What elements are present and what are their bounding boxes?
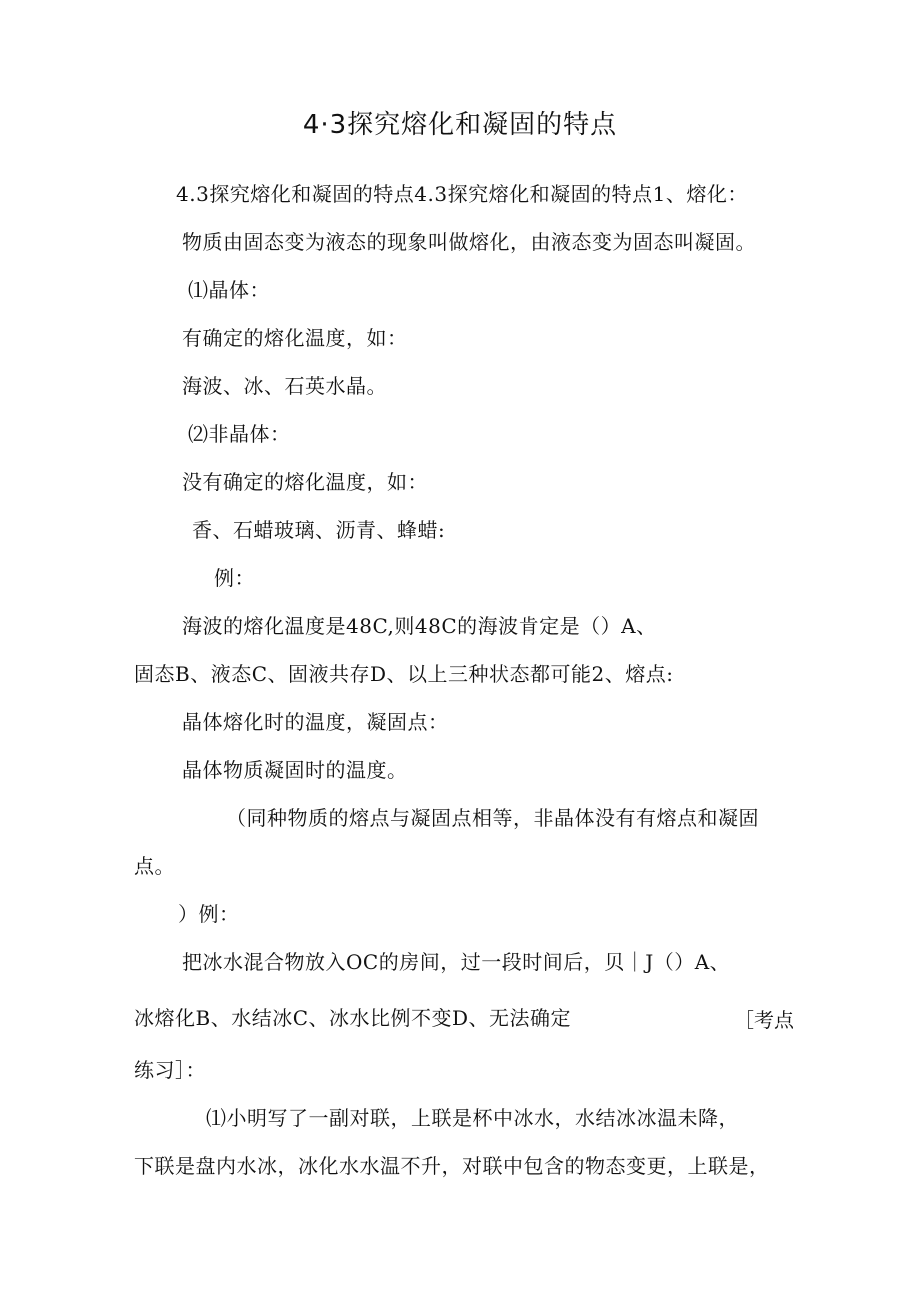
- page-title: 4·3探究熔化和凝固的特点: [302, 110, 618, 140]
- paragraph-line: 练习］：: [134, 1058, 206, 1082]
- paragraph-line: 香、石蜡玻璃、沥青、蜂蜡:: [192, 518, 446, 542]
- paragraph-line: 冰熔化B、水结冰C、冰水比例不变D、无法确定: [134, 1006, 572, 1030]
- paragraph-line: ⑴小明写了一副对联，上联是杯中冰水，水结冰冰温未降，: [206, 1106, 739, 1130]
- paragraph-line: ⑵非晶体：: [188, 422, 291, 446]
- paragraph-line: 晶体熔化时的温度，凝固点：: [182, 710, 449, 734]
- paragraph-line: 晶体物质凝固时的温度。: [182, 758, 408, 782]
- paragraph-line: 固态B、液态C、固液共存D、以上三种状态都可能2、熔点:: [134, 662, 674, 686]
- paragraph-line: ）例：: [178, 902, 240, 926]
- paragraph-line: （同种物质的熔点与凝固点相等，非晶体没有有熔点和凝固: [226, 806, 759, 830]
- paragraph-line: 有确定的熔化温度，如：: [182, 326, 408, 350]
- exam-point-note: ［考点: [734, 1008, 794, 1032]
- paragraph-line: 下联是盘内水冰，冰化水水温不升，对联中包含的物态变更，上联是，: [134, 1154, 770, 1178]
- paragraph-line: 物质由固态变为液态的现象叫做熔化，由液态变为固态叫凝固。: [182, 230, 756, 254]
- paragraph-line: 点。: [134, 854, 175, 878]
- paragraph-line: 海波的熔化温度是48C,则48C的海波肯定是（）A、: [182, 614, 657, 638]
- paragraph-line: ⑴晶体：: [188, 278, 270, 302]
- paragraph-line: 海波、冰、石英水晶。: [182, 374, 387, 398]
- paragraph-line: 没有确定的熔化温度，如：: [182, 470, 428, 494]
- paragraph-line: 4.3探究熔化和凝固的特点4.3探究熔化和凝固的特点1、熔化：: [176, 182, 748, 206]
- paragraph-line: 把冰水混合物放入OC的房间，过一段时间后，贝｜J（）A、: [182, 950, 731, 974]
- paragraph-line: 例：: [214, 566, 255, 590]
